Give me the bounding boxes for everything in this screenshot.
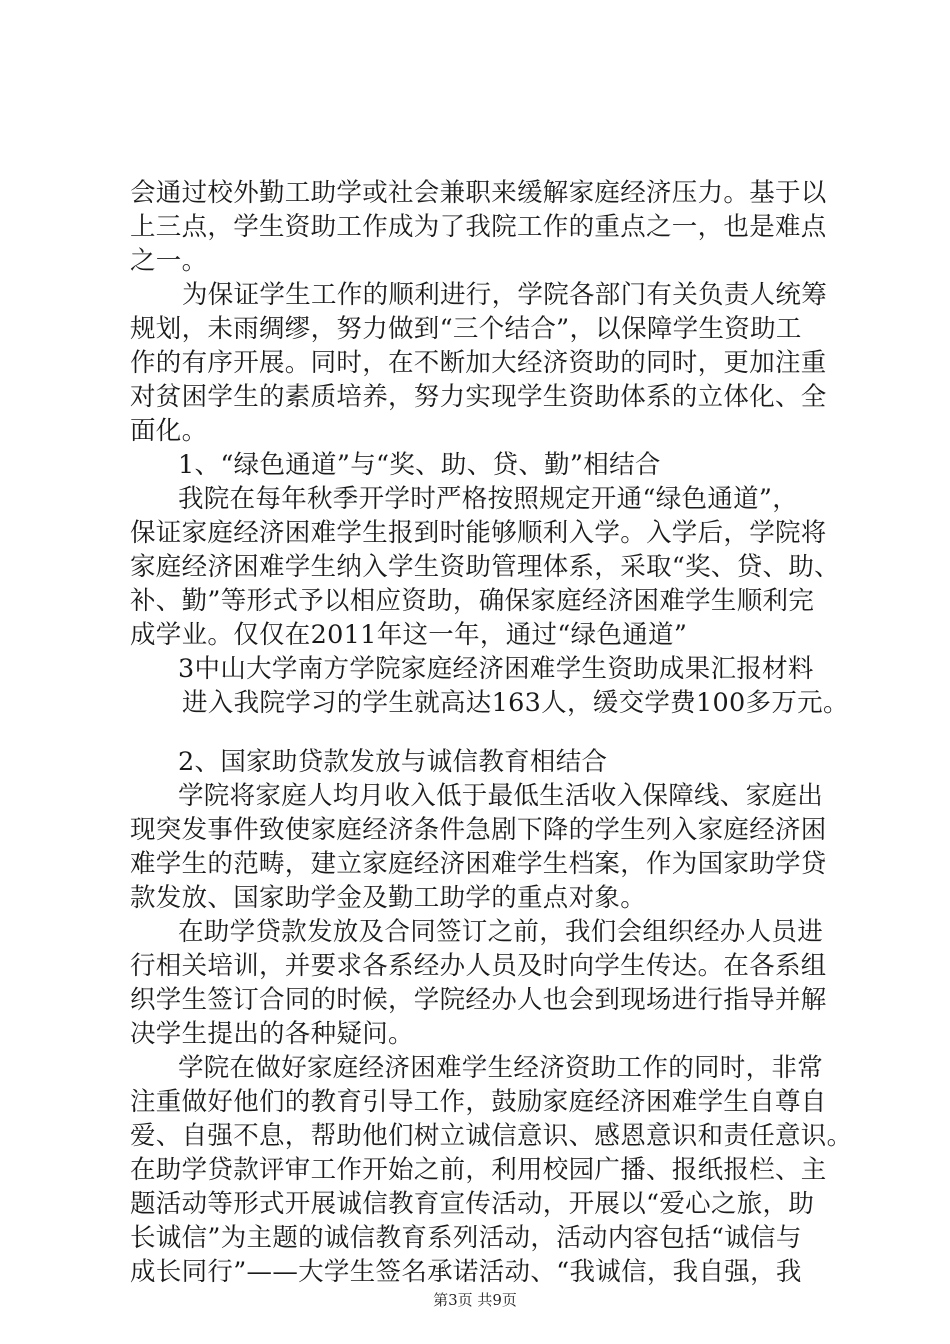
text-line: 行相关培训，并要求各系经办人员及时向学生传达。在各系组 <box>130 951 827 981</box>
text-line: 现突发事件致使家庭经济条件急剧下降的学生列入家庭经济困 <box>130 815 827 845</box>
text-line: 规划，未雨绸缪，努力做到“三个结合”，以保障学生资助工 <box>130 314 802 344</box>
text-line: 爱、自强不息，帮助他们树立诚信意识、感恩意识和责任意识。 <box>130 1121 853 1151</box>
section-heading: 1、“绿色通道”与“奖、助、贷、勤”相结合 <box>178 450 661 480</box>
text-line: 上三点，学生资助工作成为了我院工作的重点之一，也是难点 <box>130 212 827 242</box>
text-line: 注重做好他们的教育引导工作，鼓励家庭经济困难学生自尊自 <box>130 1087 827 1117</box>
text-line: 保证家庭经济困难学生报到时能够顺利入学。入学后，学院将 <box>130 518 827 548</box>
text-line: 学院将家庭人均月收入低于最低生活收入保障线、家庭出 <box>178 781 824 811</box>
text-line: 在助学贷款评审工作开始之前，利用校园广播、报纸报栏、主 <box>130 1155 827 1185</box>
text-line: 我院在每年秋季开学时严格按照规定开通“绿色通道”， <box>178 484 799 514</box>
text-line: 学院在做好家庭经济困难学生经济资助工作的同时，非常 <box>178 1053 824 1083</box>
text-line: 在助学贷款发放及合同签订之前，我们会组织经办人员进 <box>178 917 824 947</box>
page-number-footer: 第3页 共9页 <box>433 1291 517 1309</box>
text-line: 为保证学生工作的顺利进行，学院各部门有关负责人统筹 <box>182 280 828 310</box>
text-line: 作的有序开展。同时，在不断加大经济资助的同时，更加注重 <box>130 348 827 378</box>
text-line: 成学业。仅仅在2011年这一年，通过“绿色通道” <box>130 620 688 650</box>
text-line: 织学生签订合同的时候，学院经办人也会到现场进行指导并解 <box>130 985 827 1015</box>
text-line: 对贫困学生的素质培养，努力实现学生资助体系的立体化、全 <box>130 382 827 412</box>
text-line: 之一。 <box>130 246 208 276</box>
text-line: 题活动等形式开展诚信教育宣传活动，开展以“爱心之旅，助 <box>130 1189 815 1219</box>
text-line: 款发放、国家助学金及勤工助学的重点对象。 <box>130 883 647 913</box>
text-line: 补、勤”等形式予以相应资助，确保家庭经济困难学生顺利完 <box>130 586 815 616</box>
text-line: 成长同行”——大学生签名承诺活动、“我诚信，我自强，我 <box>130 1257 802 1287</box>
text-line: 进入我院学习的学生就高达163人，缓交学费100多万元。 <box>182 688 849 718</box>
text-line: 3中山大学南方学院家庭经济困难学生资助成果汇报材料 <box>178 654 814 684</box>
text-line: 难学生的范畴，建立家庭经济困难学生档案，作为国家助学贷 <box>130 849 827 879</box>
text-line: 决学生提出的各种疑问。 <box>130 1019 414 1049</box>
section-heading: 2、国家助贷款发放与诚信教育相结合 <box>178 747 608 777</box>
text-line: 会通过校外勤工助学或社会兼职来缓解家庭经济压力。基于以 <box>130 178 827 208</box>
text-line: 家庭经济困难学生纳入学生资助管理体系，采取“奖、贷、助、 <box>130 552 840 582</box>
text-line: 长诚信”为主题的诚信教育系列活动，活动内容包括“诚信与 <box>130 1223 802 1253</box>
text-line: 面化。 <box>130 416 208 446</box>
